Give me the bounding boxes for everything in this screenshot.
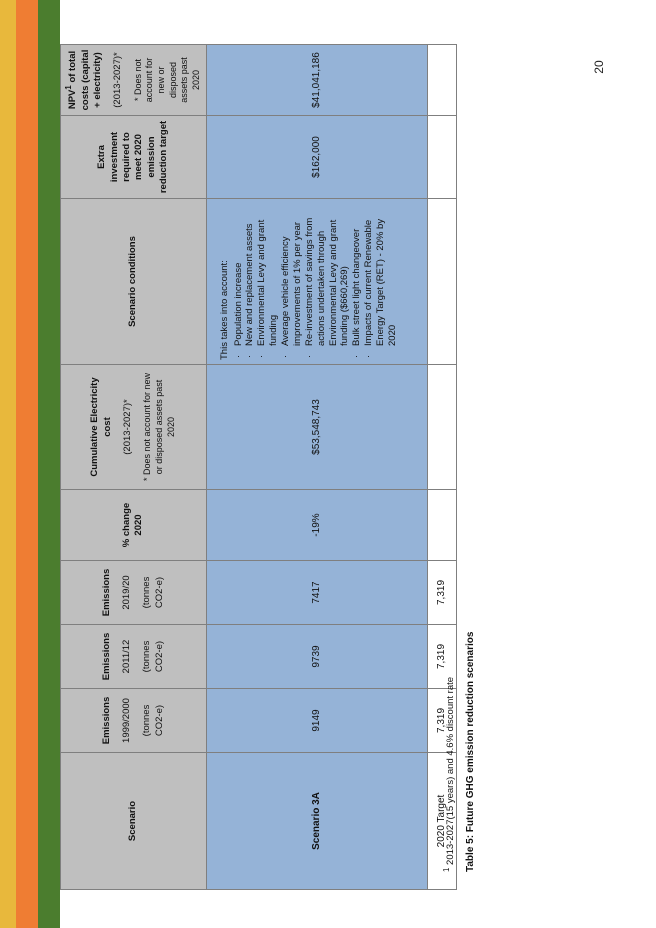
cell-extra-investment: $162,000 — [206, 116, 427, 199]
cell-emissions-1999: 7,319 — [427, 689, 456, 753]
header-npv-title: NPV$^1$ of total costs (capital + electricity) — [64, 49, 103, 111]
decorative-stripe-green — [38, 0, 60, 928]
header-emissions-title: Emissions — [100, 568, 112, 617]
list-item: · Environmental Levy and grant funding — [256, 203, 280, 360]
header-emissions-year: 2019/20 — [120, 575, 132, 610]
header-emissions-year: 1999/2000 — [120, 698, 132, 743]
header-emissions-2011 — [61, 625, 207, 689]
list-item: · Population increase — [233, 203, 245, 360]
cell-npv: $41,041,186 — [206, 45, 427, 116]
header-percent-change: % change 2020 — [61, 490, 207, 561]
cell-percent-change: -19% — [206, 490, 427, 561]
header-npv — [61, 45, 207, 116]
decorative-stripe-orange — [16, 0, 38, 928]
header-electricity-title: Cumulative Electricity cost — [89, 377, 113, 477]
header-scenario: Scenario — [61, 753, 207, 890]
header-scenario-conditions: Scenario conditions — [61, 199, 207, 365]
list-item: · New and replacement assets — [244, 203, 256, 360]
header-emissions-unit: (tonnes CO2-e) — [141, 576, 165, 609]
table-caption: Table 5: Future GHG emission reduction scenarios — [465, 631, 476, 872]
header-emissions-title: Emissions — [100, 632, 112, 681]
conditions-list — [233, 203, 399, 360]
header-emissions-year: 2011/12 — [120, 639, 132, 674]
header-electricity-cost — [61, 365, 207, 490]
list-item: · Impacts of current Renewable Energy Target (RET) - 20% by 2020 — [363, 203, 399, 360]
conditions-intro: This takes into account: — [218, 260, 230, 360]
cell-empty — [427, 199, 456, 365]
header-extra-investment: Extra investment required to meet 2020 emission reduction target — [61, 116, 207, 199]
cell-scenario: Scenario 3A — [206, 753, 427, 890]
cell-scenario: 2020 Target — [427, 753, 456, 890]
table-header-row — [61, 45, 207, 890]
header-emissions-unit: (tonnes CO2-e) — [141, 640, 165, 673]
ghg-scenarios-table — [60, 44, 457, 890]
page-number: 20 — [592, 60, 606, 74]
header-emissions-2019 — [61, 561, 207, 625]
cell-emissions-2011: 7,319 — [427, 625, 456, 689]
cell-emissions-2011: 9739 — [206, 625, 427, 689]
cell-empty — [427, 116, 456, 199]
cell-empty — [427, 365, 456, 490]
list-item: · Re-investment of savings from actions undertaken through Environmental Levy and grant funding ($660,269) — [304, 203, 352, 360]
rotated-content — [60, 45, 476, 890]
cell-electricity-cost: $53,548,743 — [206, 365, 427, 490]
header-electricity-period: (2013-2027)* — [121, 399, 133, 455]
cell-emissions-2019: 7417 — [206, 561, 427, 625]
cell-emissions-1999: 9149 — [206, 689, 427, 753]
cell-scenario-conditions — [206, 199, 427, 365]
header-electricity-note: * Does not account for new or disposed assets past 2020 — [142, 372, 176, 482]
list-item: · Average vehicle efficiency improvements of 1% per year — [280, 203, 304, 360]
header-emissions-title: Emissions — [100, 696, 112, 745]
table-footnote: $^1$ 2013-2027(15 years) and 4.6% discount rate — [442, 676, 457, 872]
header-emissions-unit: (tonnes CO2-e) — [141, 704, 165, 737]
decorative-stripe-yellow — [0, 0, 16, 928]
header-emissions-1999 — [61, 689, 207, 753]
cell-empty — [427, 490, 456, 561]
header-npv-note: * Does not account for new or disposed assets past 2020 — [132, 57, 201, 103]
cell-emissions-2019: 7,319 — [427, 561, 456, 625]
list-item: · Bulk street light changeover — [351, 203, 363, 360]
table-row-scenario-3a — [206, 45, 427, 890]
cell-empty — [427, 45, 456, 116]
header-npv-period: (2013-2027)* — [112, 52, 124, 108]
